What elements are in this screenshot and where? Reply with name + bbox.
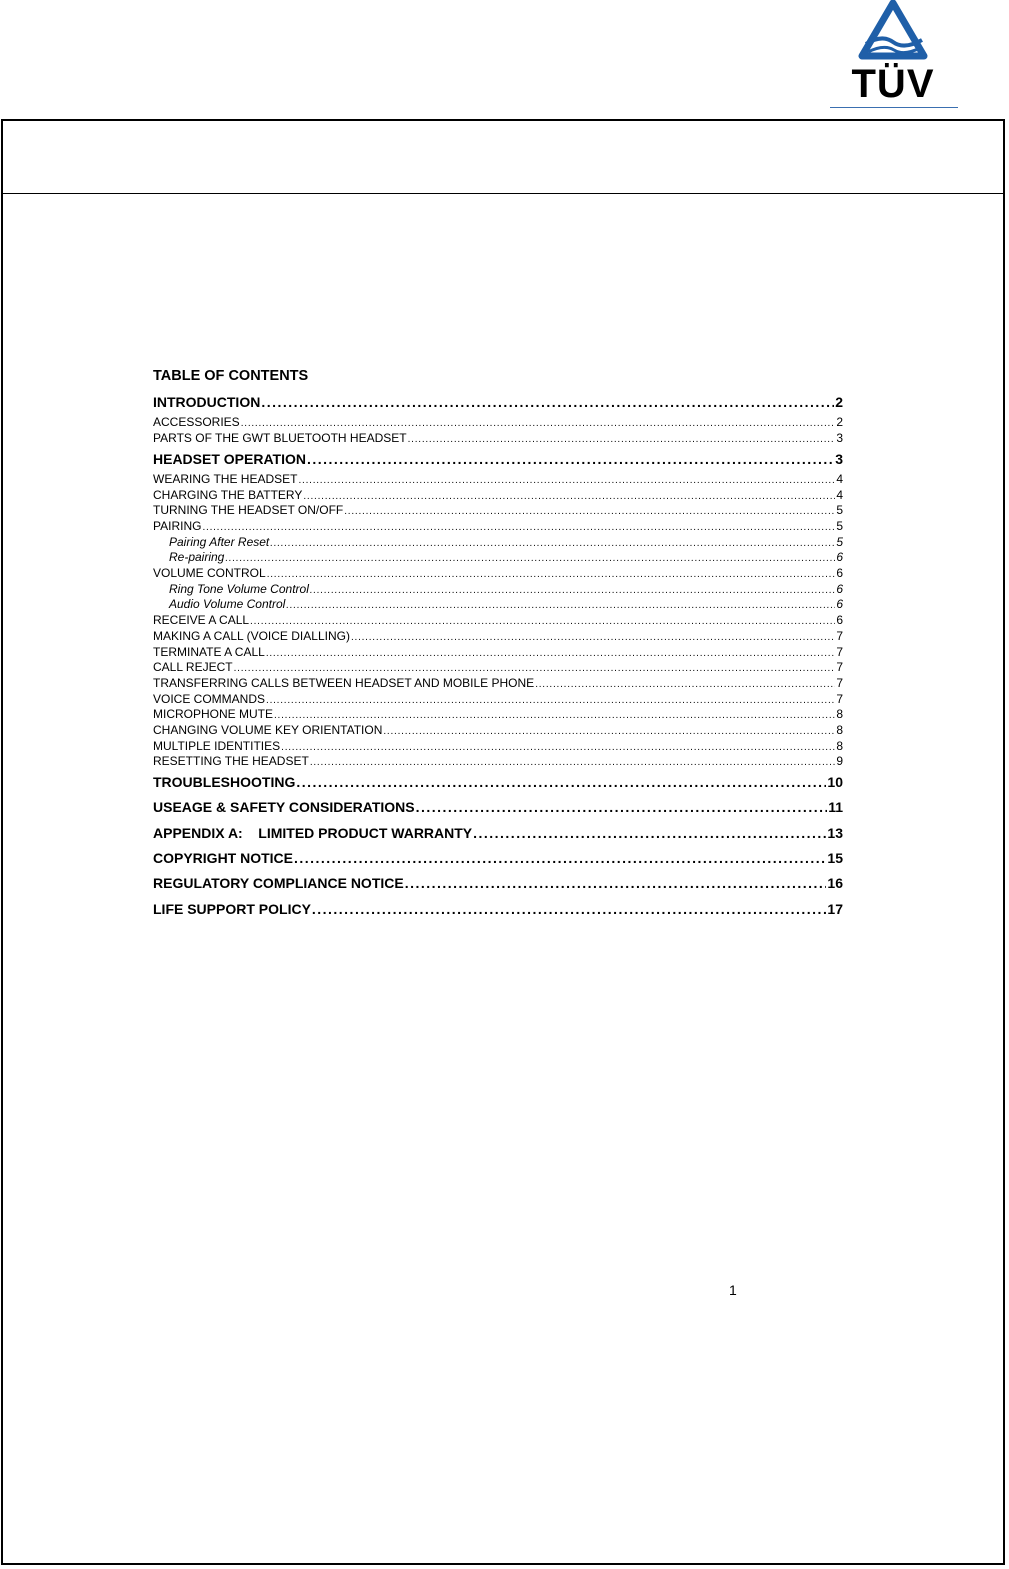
toc-leader-dots	[274, 708, 835, 723]
toc-entry[interactable]	[153, 613, 843, 629]
toc-entry[interactable]	[153, 897, 843, 922]
toc-list	[153, 390, 843, 922]
toc-entry-page: 16	[827, 875, 843, 892]
toc-entry-page: 8	[836, 707, 843, 722]
toc-entry[interactable]	[153, 846, 843, 871]
toc-entry-page: 3	[836, 430, 843, 445]
toc-leader-dots	[473, 821, 826, 846]
toc-entry-label: INTRODUCTION	[153, 394, 261, 410]
toc-entry-label: ACCESSORIES	[153, 415, 240, 430]
toc-entry-label: USEAGE & SAFETY CONSIDERATIONS	[153, 799, 415, 816]
toc-leader-dots	[250, 614, 835, 629]
toc-entry-label: TRANSFERRING CALLS BETWEEN HEADSET AND MOBILE PHONE	[153, 675, 535, 690]
toc-entry-label: PARTS OF THE GWT BLUETOOTH HEADSET	[153, 430, 407, 445]
toc-entry-page: 7	[836, 660, 843, 675]
toc-leader-dots	[312, 897, 827, 922]
toc-entry-page: 17	[827, 900, 843, 917]
toc-leader-dots	[408, 432, 836, 447]
toc-entry-label: CHARGING THE BATTERY	[153, 487, 303, 502]
toc-leader-dots	[310, 583, 835, 598]
toc-entry[interactable]	[153, 660, 843, 676]
table-of-contents	[153, 366, 843, 922]
toc-leader-dots	[266, 646, 836, 661]
toc-entry-label: Audio Volume Control	[169, 597, 286, 612]
toc-entry-label: WEARING THE HEADSET	[153, 471, 298, 486]
toc-entry[interactable]	[153, 754, 843, 770]
toc-entry-page: 11	[828, 799, 843, 816]
toc-leader-dots	[303, 489, 835, 504]
toc-entry-page: 5	[836, 534, 843, 549]
toc-leader-dots	[307, 447, 834, 472]
toc-entry-label: TROUBLESHOOTING	[153, 774, 296, 791]
toc-entry-label: PAIRING	[153, 519, 202, 534]
toc-entry[interactable]	[153, 692, 843, 708]
toc-entry-page: 15	[827, 849, 843, 866]
header-band	[3, 121, 1003, 194]
toc-leader-dots	[298, 473, 835, 488]
logo-wordmark: TÜV	[851, 62, 935, 106]
toc-entry[interactable]	[153, 519, 843, 535]
toc-entry[interactable]	[153, 431, 843, 447]
toc-entry[interactable]	[153, 447, 843, 472]
toc-entry-page: 6	[836, 581, 843, 596]
toc-entry-label: VOICE COMMANDS	[153, 691, 266, 706]
toc-entry-page: 3	[835, 450, 843, 467]
toc-entry-page: 8	[836, 738, 843, 753]
toc-leader-dots	[281, 740, 835, 755]
toc-entry[interactable]	[153, 597, 843, 613]
toc-entry-page: 9	[836, 754, 843, 769]
toc-entry-page: 2	[836, 415, 843, 430]
toc-entry-label: TERMINATE A CALL	[153, 644, 265, 659]
toc-entry-label: COPYRIGHT NOTICE	[153, 849, 294, 866]
toc-entry-page: 13	[827, 824, 843, 841]
toc-entry-page: 6	[836, 550, 843, 565]
toc-entry-label: MAKING A CALL (VOICE DIALLING)	[153, 628, 350, 643]
toc-entry-label: RESETTING THE HEADSET	[153, 754, 309, 769]
toc-leader-dots	[267, 567, 836, 582]
toc-leader-dots	[261, 390, 834, 415]
toc-entry-page: 4	[836, 487, 843, 502]
toc-entry[interactable]	[153, 550, 843, 566]
tuv-triangle-icon	[826, 0, 960, 62]
toc-entry-label: TURNING THE HEADSET ON/OFF	[153, 503, 344, 518]
toc-entry-page: 7	[836, 644, 843, 659]
toc-entry[interactable]	[153, 390, 843, 415]
toc-entry-label: Pairing After Reset	[169, 534, 270, 549]
toc-entry-label: LIFE SUPPORT POLICY	[153, 900, 311, 917]
toc-entry-label: APPENDIX A: LIMITED PRODUCT WARRANTY	[153, 824, 473, 841]
toc-entry-page: 7	[836, 628, 843, 643]
toc-entry[interactable]	[153, 582, 843, 598]
toc-entry-label: Re-pairing	[169, 550, 225, 565]
toc-entry[interactable]	[153, 503, 843, 519]
toc-entry-page: 10	[827, 774, 843, 791]
toc-entry-page: 7	[836, 675, 843, 690]
toc-entry-page: 5	[836, 519, 843, 534]
toc-leader-dots	[241, 416, 836, 431]
toc-leader-dots	[296, 770, 826, 795]
toc-entry-label: MICROPHONE MUTE	[153, 707, 273, 722]
toc-leader-dots	[405, 871, 827, 896]
toc-entry[interactable]	[153, 723, 843, 739]
toc-entry[interactable]	[153, 415, 843, 431]
toc-leader-dots	[270, 536, 835, 551]
toc-entry[interactable]	[153, 566, 843, 582]
toc-leader-dots	[416, 795, 828, 820]
toc-entry-label: CALL REJECT	[153, 660, 233, 675]
toc-entry-page: 7	[836, 691, 843, 706]
toc-entry-page: 6	[836, 597, 843, 612]
toc-entry-page: 5	[836, 503, 843, 518]
toc-entry-page: 6	[836, 613, 843, 628]
toc-leader-dots	[383, 724, 835, 739]
toc-entry-page: 4	[836, 471, 843, 486]
toc-leader-dots	[344, 504, 835, 519]
toc-entry[interactable]	[153, 676, 843, 692]
toc-leader-dots	[202, 520, 835, 535]
toc-entry[interactable]	[153, 472, 843, 488]
toc-leader-dots	[266, 693, 835, 708]
toc-entry-label: RECEIVE A CALL	[153, 613, 250, 628]
toc-entry[interactable]	[153, 871, 843, 896]
tuv-logo	[826, 0, 960, 112]
page-number: 1	[729, 1282, 737, 1298]
toc-entry[interactable]	[153, 821, 843, 846]
toc-entry-page: 8	[836, 722, 843, 737]
toc-leader-dots	[225, 551, 835, 566]
toc-entry[interactable]	[153, 629, 843, 645]
toc-leader-dots	[535, 677, 835, 692]
toc-entry[interactable]	[153, 795, 843, 820]
toc-leader-dots	[286, 598, 835, 613]
toc-entry-label: CHANGING VOLUME KEY ORIENTATION	[153, 722, 383, 737]
toc-leader-dots	[310, 755, 836, 770]
toc-entry[interactable]	[153, 707, 843, 723]
toc-entry[interactable]	[153, 645, 843, 661]
toc-entry-label: VOLUME CONTROL	[153, 566, 266, 581]
toc-entry[interactable]	[153, 770, 843, 795]
toc-entry[interactable]	[153, 535, 843, 551]
toc-leader-dots	[234, 661, 836, 676]
toc-entry-page: 2	[835, 394, 843, 410]
toc-leader-dots	[294, 846, 826, 871]
toc-entry[interactable]	[153, 739, 843, 755]
toc-entry-label: REGULATORY COMPLIANCE NOTICE	[153, 875, 404, 892]
logo-underline	[830, 107, 958, 108]
toc-title: TABLE OF CONTENTS	[153, 368, 309, 384]
toc-entry[interactable]	[153, 488, 843, 504]
toc-entry-label: MULTIPLE IDENTITIES	[153, 738, 281, 753]
toc-entry-label: HEADSET OPERATION	[153, 450, 306, 467]
toc-entry-label: Ring Tone Volume Control	[169, 581, 309, 596]
toc-entry-page: 6	[836, 566, 843, 581]
toc-leader-dots	[351, 630, 835, 645]
